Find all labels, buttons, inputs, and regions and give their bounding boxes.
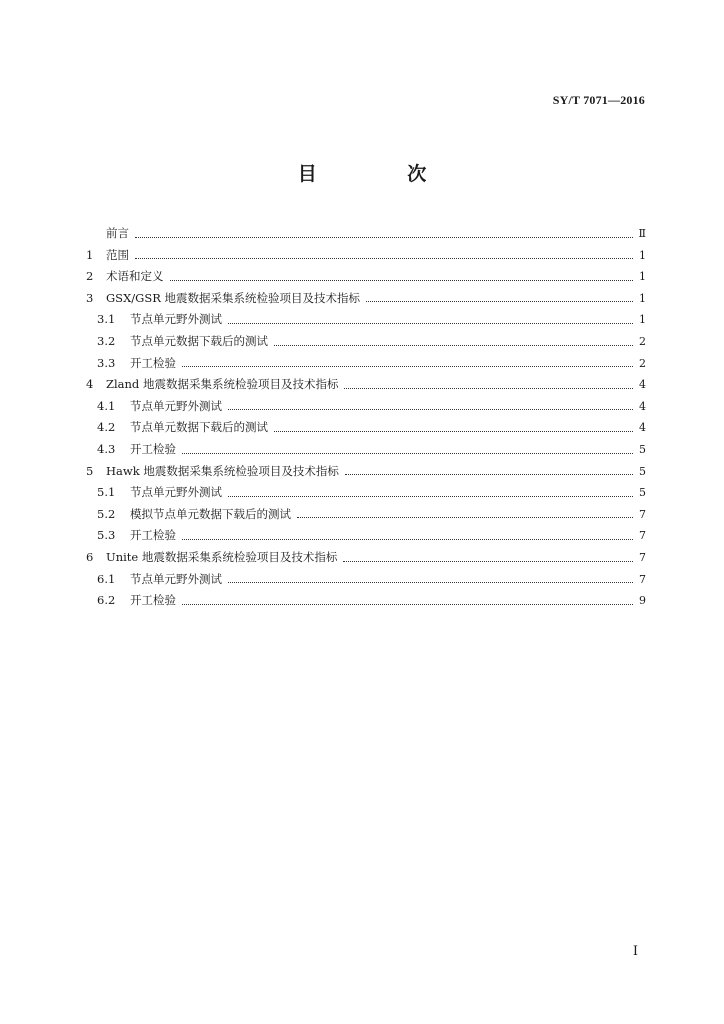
toc-entry-number: 1 <box>86 247 94 262</box>
toc-entry-label: 节点单元野外测试 <box>130 485 222 500</box>
toc-entry-number: 3.2 <box>97 333 116 348</box>
toc-leader-dots <box>274 345 633 346</box>
toc-entry-page: 9 <box>639 594 646 608</box>
toc-entry-page: 4 <box>639 399 646 413</box>
toc-entry-label: GSX/GSR 地震数据采集系统检验项目及技术指标 <box>106 290 361 305</box>
toc-entry-number: 4.2 <box>97 420 116 435</box>
toc-entry-page: 4 <box>639 421 646 435</box>
toc-entry[interactable] <box>86 417 646 439</box>
toc-entry-number: 4.3 <box>97 441 116 456</box>
toc-entry-number: 4.1 <box>97 398 116 413</box>
toc-leader-dots <box>366 301 633 302</box>
toc-entry-label: 节点单元野外测试 <box>130 312 222 327</box>
toc-entry[interactable] <box>86 309 646 331</box>
toc-entry-label: Zland 地震数据采集系统检验项目及技术指标 <box>106 377 339 392</box>
toc-leader-dots <box>182 453 633 454</box>
toc-entry-page: 5 <box>639 442 646 456</box>
toc-entry-page: Ⅱ <box>638 227 646 240</box>
toc-entry[interactable] <box>86 353 646 375</box>
toc-entry-number: 3.1 <box>97 312 116 327</box>
toc-entry-number: 5.3 <box>97 528 116 543</box>
toc-entry[interactable] <box>86 547 646 569</box>
toc-entry[interactable] <box>86 525 646 547</box>
toc-entry[interactable] <box>86 223 646 245</box>
toc-entry[interactable] <box>86 439 646 461</box>
toc-entry-page: 7 <box>639 572 646 586</box>
toc-entry-page: 2 <box>639 334 646 348</box>
toc-entry-label: 范围 <box>106 247 129 262</box>
toc-entry[interactable] <box>86 288 646 310</box>
table-of-contents <box>86 223 646 612</box>
toc-leader-dots <box>343 561 633 562</box>
document-code: SY/T 7071—2016 <box>552 93 645 107</box>
toc-leader-dots <box>182 366 633 367</box>
toc-entry[interactable] <box>86 569 646 591</box>
toc-leader-dots <box>228 496 633 497</box>
toc-entry-label: 节点单元野外测试 <box>130 571 222 586</box>
toc-entry-number: 2 <box>86 269 94 284</box>
toc-entry-page: 7 <box>639 550 646 564</box>
toc-entry-page: 1 <box>639 291 646 305</box>
toc-leader-dots <box>228 582 633 583</box>
toc-entry-page: 7 <box>639 507 646 521</box>
toc-entry-label: 开工检验 <box>130 355 176 370</box>
toc-entry-label: 开工检验 <box>130 441 176 456</box>
toc-entry[interactable] <box>86 504 646 526</box>
toc-entry-page: 1 <box>639 248 646 262</box>
toc-leader-dots <box>182 604 633 605</box>
toc-leader-dots <box>135 258 633 259</box>
toc-entry-label: 前言 <box>106 226 129 240</box>
toc-leader-dots <box>170 280 634 281</box>
toc-entry-page: 7 <box>639 529 646 543</box>
toc-leader-dots <box>297 517 633 518</box>
toc-entry-page: 1 <box>639 270 646 284</box>
toc-entry-label: 开工检验 <box>130 593 176 608</box>
toc-entry-label: 开工检验 <box>130 528 176 543</box>
toc-entry-label: 节点单元数据下载后的测试 <box>130 420 268 435</box>
toc-entry-number: 3 <box>86 290 94 305</box>
toc-entry[interactable] <box>86 374 646 396</box>
toc-entry[interactable] <box>86 331 646 353</box>
toc-leader-dots <box>274 431 633 432</box>
toc-entry-number: 6.1 <box>97 571 116 586</box>
toc-entry-page: 5 <box>639 486 646 500</box>
toc-entry-page: 5 <box>639 464 646 478</box>
toc-leader-dots <box>135 237 633 238</box>
toc-entry-page: 1 <box>639 313 646 327</box>
toc-entry-label: Hawk 地震数据采集系统检验项目及技术指标 <box>106 463 339 478</box>
toc-entry-number: 6 <box>86 549 94 564</box>
toc-entry-number: 5.1 <box>97 485 116 500</box>
toc-entry-number: 6.2 <box>97 593 116 608</box>
toc-entry[interactable] <box>86 396 646 418</box>
page-title: 目 次 <box>297 163 469 185</box>
toc-leader-dots <box>345 474 633 475</box>
toc-entry-label: 术语和定义 <box>106 269 164 284</box>
toc-entry-number: 5 <box>86 463 94 478</box>
toc-entry[interactable] <box>86 461 646 483</box>
toc-entry[interactable] <box>86 266 646 288</box>
toc-entry-number: 5.2 <box>97 506 116 521</box>
toc-entry-label: 节点单元数据下载后的测试 <box>130 333 268 348</box>
toc-entry-number: 3.3 <box>97 355 116 370</box>
toc-entry[interactable] <box>86 482 646 504</box>
toc-leader-dots <box>228 409 633 410</box>
toc-entry-label: 节点单元野外测试 <box>130 398 222 413</box>
toc-entry-label: 模拟节点单元数据下载后的测试 <box>130 506 291 521</box>
toc-entry-page: 2 <box>639 356 646 370</box>
page-number: I <box>632 944 638 959</box>
toc-leader-dots <box>344 388 633 389</box>
toc-entry-number: 4 <box>86 377 94 392</box>
toc-entry-page: 4 <box>639 378 646 392</box>
toc-entry-label: Unite 地震数据采集系统检验项目及技术指标 <box>106 549 338 564</box>
toc-entry[interactable] <box>86 245 646 267</box>
toc-entry[interactable] <box>86 590 646 612</box>
toc-leader-dots <box>182 539 633 540</box>
toc-leader-dots <box>228 323 633 324</box>
